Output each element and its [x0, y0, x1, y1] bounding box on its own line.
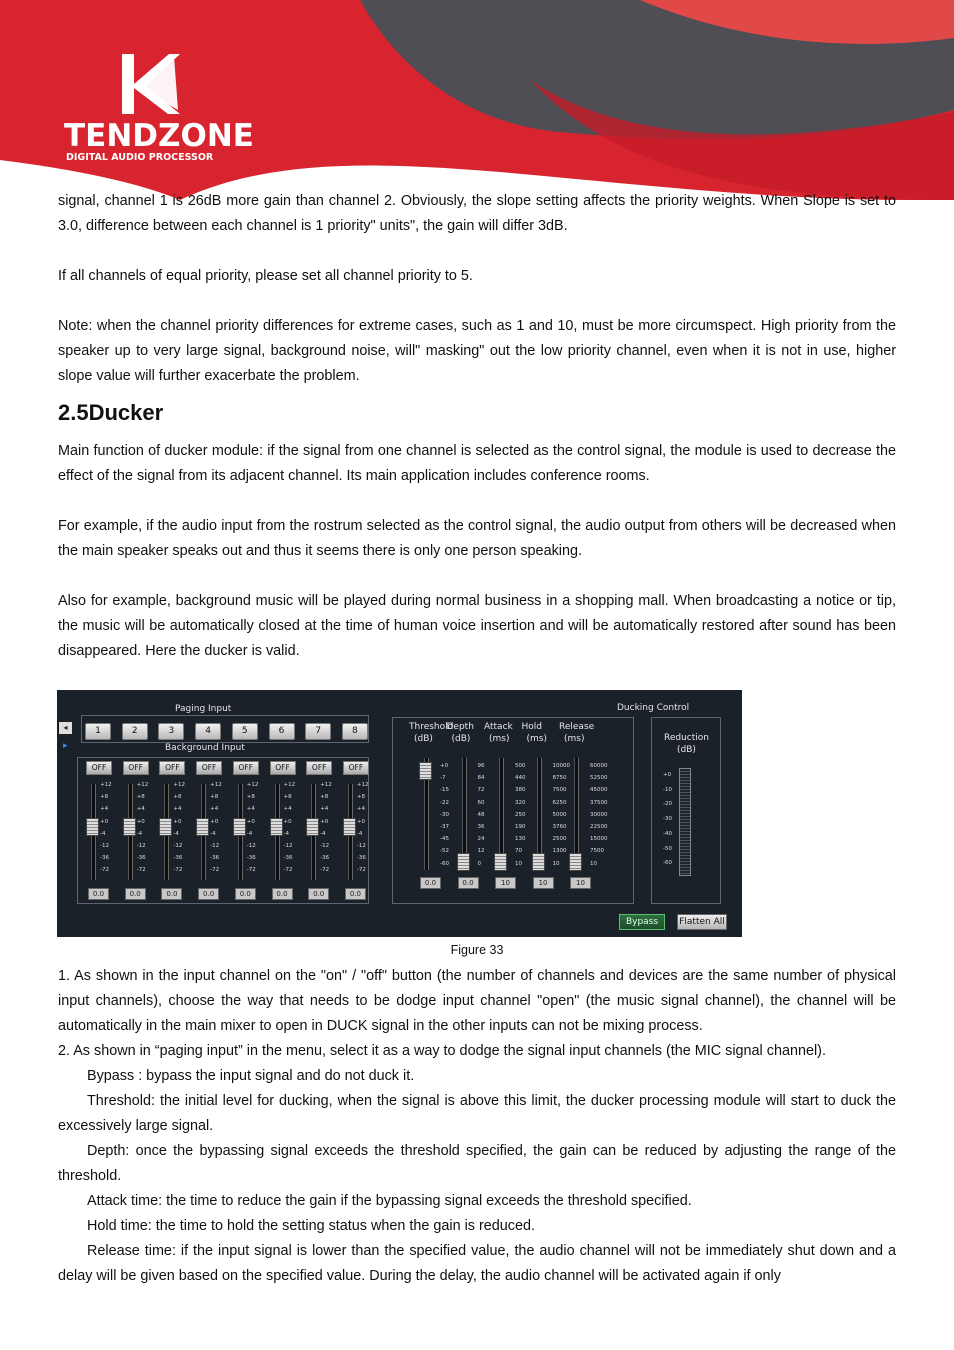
- control-value-threshold[interactable]: 0.0: [420, 877, 441, 889]
- input-fader-knob[interactable]: [123, 818, 136, 836]
- input-gain-value[interactable]: 0.0: [272, 888, 293, 900]
- background-off-button-8[interactable]: OFF: [343, 761, 369, 775]
- paragraph: Note: when the channel priority differences for extreme cases, such as 1 and 10, must be more circumspect. High priority from the speaker up to very large signal, background noise, will" masking" out the low priority channel, even when it is not in use, higher slope value will further exacerbate the problem.: [58, 318, 896, 384]
- control-label-hold: Hold: [521, 722, 542, 732]
- input-fader-scale: +12 +8 +4 +0 -4 -12 -36 -72: [246, 782, 259, 874]
- reduction-title: Reduction: [664, 733, 709, 743]
- paging-channel-button-4[interactable]: 4: [195, 723, 221, 740]
- control-unit: (ms): [489, 734, 510, 744]
- background-off-button-2[interactable]: OFF: [123, 761, 149, 775]
- control-value-hold[interactable]: 10: [533, 877, 554, 889]
- ducking-title: Ducking Control: [617, 703, 690, 713]
- control-value-depth[interactable]: 0.0: [458, 877, 479, 889]
- control-unit: (ms): [564, 734, 585, 744]
- control-fader-scale: 96 84 72 60 48 36 24 12 0: [477, 763, 485, 867]
- input-gain-value[interactable]: 0.0: [161, 888, 182, 900]
- reduction-unit: (dB): [677, 745, 696, 755]
- background-off-button-5[interactable]: OFF: [233, 761, 259, 775]
- paging-channel-button-6[interactable]: 6: [269, 723, 295, 740]
- control-label-release: Release: [559, 722, 595, 732]
- list-item: 1. As shown in the input channel on the "on" / "off" button (the number of channels and devices are the same number of physical input channels), choose the way that needs to be dodge input channel "open" (the music signal channel), the channel will be automatically in the main mixer to open in DUCK signal in the other inputs can not be mixing process.: [58, 968, 896, 1034]
- control-fader-scale: +0 -7 -15 -22 -30 -37 -45 -52 -60: [440, 763, 449, 867]
- control-label-threshold: Threshold: [409, 722, 454, 732]
- input-gain-value[interactable]: 0.0: [125, 888, 146, 900]
- section-heading: 2.5Ducker: [58, 400, 164, 425]
- control-fader-scale: 60000 52500 45000 37500 30000 22500 15000 7500 10: [590, 763, 608, 867]
- definition-depth: Depth: once the bypassing signal exceeds the threshold specified, the gain can be reduced by adjusting the range of the threshold.: [58, 1143, 896, 1184]
- input-fader-scale: +12 +8 +4 +0 -4 -12 -36 -72: [173, 782, 185, 874]
- input-fader-scale: +12 +8 +4 +0 -4 -12 -36 -72: [320, 782, 332, 874]
- input-fader-scale: +12 +8 +4 +0 -4 -12 -36 -72: [100, 782, 112, 874]
- control-label-attack: Attack: [484, 722, 513, 732]
- tendzone-logo-icon: [64, 52, 184, 116]
- definition-bypass: Bypass : bypass the input signal and do not duck it.: [87, 1068, 415, 1084]
- definition-threshold: Threshold: the initial level for ducking, when the signal is above this limit, the ducker processing module will start to duck the excessively large signal.: [58, 1093, 896, 1134]
- paragraph: For example, if the audio input from the rostrum selected as the control signal, the audio output from others will be decreased when the main speaker speaks out and thus it seems there is only one person speaking.: [58, 518, 896, 559]
- flatten-all-button[interactable]: Flatten All: [677, 914, 727, 930]
- input-fader-knob[interactable]: [86, 818, 99, 836]
- background-off-button-4[interactable]: OFF: [196, 761, 222, 775]
- input-gain-value[interactable]: 0.0: [88, 888, 109, 900]
- control-value-release[interactable]: 10: [570, 877, 591, 889]
- control-label-depth: Depth: [446, 722, 474, 732]
- collapse-arrow-icon[interactable]: ◂: [59, 722, 72, 734]
- background-off-button-3[interactable]: OFF: [159, 761, 185, 775]
- paragraph: If all channels of equal priority, please set all channel priority to 5.: [58, 268, 473, 284]
- paragraph: signal, channel 1 is 26dB more gain than channel 2. Obviously, the slope setting affects the priority weights. When Slope is set to 3.0, difference between each channel is 1 priority" units", the gain will differ 3dB.: [58, 193, 896, 234]
- input-gain-value[interactable]: 0.0: [345, 888, 366, 900]
- definition-hold: Hold time: the time to hold the setting status when the gain is reduced.: [87, 1218, 535, 1234]
- paragraph: Main function of ducker module: if the signal from one channel is selected as the control signal, the module is used to decrease the effect of the signal from its adjacent channel. Its main application includes conference rooms.: [58, 443, 896, 484]
- brand-name: TENDZONE: [64, 118, 254, 154]
- definition-release: Release time: if the input signal is lower than the specified value, the audio channel will not be immediately shut down and a delay will be given based on the specified value. During the delay, the audio channel will be activated again if only: [58, 1243, 896, 1284]
- control-unit: (dB): [451, 734, 471, 744]
- control-fader-knob-hold[interactable]: [532, 853, 545, 871]
- background-off-button-1[interactable]: OFF: [86, 761, 112, 775]
- control-fader-knob-threshold[interactable]: [419, 762, 432, 780]
- control-unit: (dB): [414, 734, 433, 744]
- paging-channel-button-1[interactable]: 1: [85, 723, 111, 740]
- definition-attack: Attack time: the time to reduce the gain if the bypassing signal exceeds the threshold specified.: [87, 1193, 692, 1209]
- control-fader-knob-release[interactable]: [569, 853, 582, 871]
- background-off-button-6[interactable]: OFF: [270, 761, 296, 775]
- brand-tagline: DIGITAL AUDIO PROCESSOR: [66, 152, 214, 163]
- bypass-button[interactable]: Bypass: [619, 914, 665, 930]
- reduction-scale: +0 -10 -20 -30 -40 -50 -60: [663, 772, 672, 867]
- reduction-meter: [679, 768, 691, 876]
- input-fader-knob[interactable]: [306, 818, 319, 836]
- background-title: Background Input: [165, 743, 245, 753]
- input-fader-knob[interactable]: [233, 818, 246, 836]
- figure-caption: Figure 33: [450, 943, 504, 957]
- input-fader-scale: +12 +8 +4 +0 -4 -12 -36 -72: [356, 782, 369, 874]
- input-gain-value[interactable]: 0.0: [308, 888, 329, 900]
- list-item: 2. As shown in “paging input” in the menu, select it as a way to dodge the signal input channels (the MIC signal channel).: [58, 1043, 826, 1059]
- input-fader-knob[interactable]: [343, 818, 356, 836]
- input-fader-scale: +12 +8 +4 +0 -4 -12 -36 -72: [136, 782, 149, 874]
- paragraph: Also for example, background music will be played during normal business in a shopping mall. When broadcasting a notice or tip, the music will be automatically closed at the time of human voice insertion and will be automatically restored after sound has been disappeared. Here the ducker is valid.: [58, 593, 896, 659]
- ducker-screenshot: [57, 690, 742, 937]
- background-off-button-7[interactable]: OFF: [306, 761, 332, 775]
- control-fader-scale: 500 440 380 320 250 190 130 70 10: [515, 763, 526, 867]
- paging-channel-button-8[interactable]: 8: [342, 723, 368, 740]
- control-unit: (ms): [526, 734, 547, 744]
- input-fader-scale: +12 +8 +4 +0 -4 -12 -36 -72: [283, 782, 296, 874]
- control-fader-scale: 10000 8750 7500 6250 5000 3760 2500 1300 10: [552, 763, 570, 867]
- input-fader-scale: +12 +8 +4 +0 -4 -12 -36 -72: [210, 782, 222, 874]
- input-fader-knob[interactable]: [159, 818, 172, 836]
- input-fader-knob[interactable]: [270, 818, 283, 836]
- paging-channel-button-2[interactable]: 2: [122, 723, 148, 740]
- paging-channel-button-3[interactable]: 3: [158, 723, 184, 740]
- input-fader-knob[interactable]: [196, 818, 209, 836]
- input-gain-value[interactable]: 0.0: [198, 888, 219, 900]
- paging-title: Paging Input: [175, 704, 232, 714]
- expand-arrow-icon[interactable]: ▸: [63, 741, 68, 751]
- paging-channel-button-5[interactable]: 5: [232, 723, 258, 740]
- control-fader-knob-depth[interactable]: [457, 853, 470, 871]
- control-value-attack[interactable]: 10: [495, 877, 516, 889]
- control-fader-knob-attack[interactable]: [494, 853, 507, 871]
- paging-channel-button-7[interactable]: 7: [305, 723, 331, 740]
- input-gain-value[interactable]: 0.0: [235, 888, 256, 900]
